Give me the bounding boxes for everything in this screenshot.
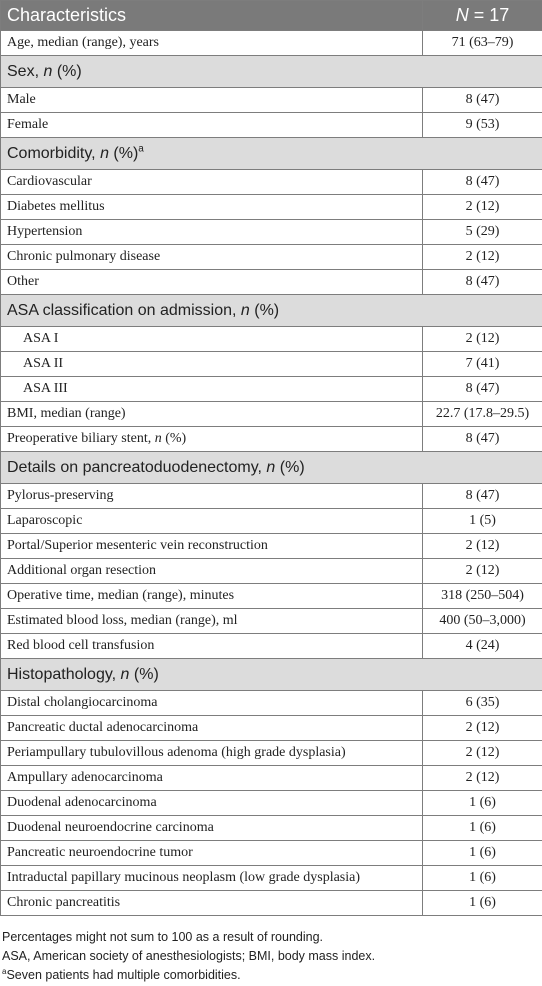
footnote-abbreviations: ASA, American society of anesthesiologists; BMI, body mass index. [2, 949, 376, 963]
footnote-marker: a [138, 143, 144, 155]
table-row [1, 327, 542, 352]
table-row [1, 88, 542, 113]
row-label: BMI, median (range) [1, 402, 423, 427]
section-italic: n [266, 458, 276, 476]
table-row [1, 766, 542, 791]
row-label-italic: n [154, 431, 162, 446]
section-italic: n [100, 144, 109, 162]
section-suffix: (%) [52, 62, 82, 80]
section-italic: n [120, 665, 130, 683]
header-n-italic: N [455, 5, 469, 25]
row-value: 5 (29) [423, 220, 542, 245]
row-label: Other [1, 270, 423, 295]
row-value: 8 (47) [423, 377, 542, 402]
row-label: Chronic pancreatitis [1, 891, 423, 916]
section-row-asa [1, 295, 542, 327]
table-row [1, 741, 542, 766]
table-row [1, 170, 542, 195]
row-label: Periampullary tubulovillous adenoma (high grade dysplasia) [1, 741, 423, 766]
section-italic: n [43, 62, 53, 80]
row-label [1, 427, 423, 452]
footnote-comorbidities [2, 966, 375, 985]
section-label: Details on pancreatoduodenectomy, [7, 458, 267, 476]
row-value: 2 (12) [423, 741, 542, 766]
row-value: 1 (6) [423, 866, 542, 891]
section-row-comorbidity [1, 138, 542, 170]
row-value: 8 (47) [423, 427, 542, 452]
row-value: 400 (50–3,000) [423, 609, 542, 634]
table-row [1, 609, 542, 634]
row-value: 2 (12) [423, 534, 542, 559]
row-value: 7 (41) [423, 352, 542, 377]
table-row [1, 791, 542, 816]
row-label: Duodenal adenocarcinoma [1, 791, 423, 816]
row-label: Male [1, 88, 423, 113]
table-row [1, 634, 542, 659]
row-value: 2 (12) [423, 716, 542, 741]
section-label: ASA classification on admission, [7, 301, 241, 319]
section-label: Comorbidity, [7, 144, 101, 162]
row-label: Estimated blood loss, median (range), ml [1, 609, 423, 634]
row-label: Portal/Superior mesenteric vein reconstruction [1, 534, 423, 559]
table-row [1, 402, 542, 427]
section-label: Histopathology, [7, 665, 121, 683]
row-label: Distal cholangiocarcinoma [1, 691, 423, 716]
header-n-value: = 17 [468, 5, 510, 25]
table-row [1, 691, 542, 716]
row-value: 4 (24) [423, 634, 542, 659]
row-value: 1 (5) [423, 509, 542, 534]
row-label: Laparoscopic [1, 509, 423, 534]
row-label: Hypertension [1, 220, 423, 245]
table-row [1, 427, 542, 452]
row-value: 71 (63–79) [423, 31, 542, 56]
row-label-suffix: (%) [161, 431, 187, 446]
table-row [1, 484, 542, 509]
table-row [1, 716, 542, 741]
footnote-rounding: Percentages might not sum to 100 as a result of rounding. [2, 930, 324, 944]
row-value: 1 (6) [423, 816, 542, 841]
table-row [1, 891, 542, 916]
table-row [1, 584, 542, 609]
section-title [1, 452, 542, 484]
row-label: Intraductal papillary mucinous neoplasm (low grade dysplasia) [1, 866, 423, 891]
row-label-text: Preoperative biliary stent, [7, 431, 155, 446]
section-suffix: (%) [249, 301, 280, 319]
section-suffix: (%) [129, 665, 159, 683]
section-row-sex [1, 56, 542, 88]
row-label: Pylorus-preserving [1, 484, 423, 509]
table-row [1, 245, 542, 270]
footnote-comorbidities-text: Seven patients had multiple comorbidities. [6, 968, 241, 982]
row-value: 8 (47) [423, 170, 542, 195]
row-label: Additional organ resection [1, 559, 423, 584]
table-header-row [1, 1, 542, 31]
row-value: 22.7 (17.8–29.5) [423, 402, 542, 427]
row-value: 9 (53) [423, 113, 542, 138]
row-value: 1 (6) [423, 891, 542, 916]
table-row [1, 534, 542, 559]
row-label: Age, median (range), years [1, 31, 423, 56]
row-label: Pancreatic neuroendocrine tumor [1, 841, 423, 866]
row-value: 318 (250–504) [423, 584, 542, 609]
row-value: 2 (12) [423, 245, 542, 270]
section-title [1, 295, 542, 327]
section-label: Sex, [7, 62, 44, 80]
row-label: Red blood cell transfusion [1, 634, 423, 659]
row-value: 2 (12) [423, 327, 542, 352]
section-row-pancreatoduodenectomy [1, 452, 542, 484]
row-label: Duodenal neuroendocrine carcinoma [1, 816, 423, 841]
row-value: 8 (47) [423, 88, 542, 113]
section-italic: n [240, 301, 250, 319]
table-row [1, 270, 542, 295]
table-row [1, 220, 542, 245]
row-label: Chronic pulmonary disease [1, 245, 423, 270]
table-row [1, 559, 542, 584]
row-value: 2 (12) [423, 559, 542, 584]
row-value: 8 (47) [423, 484, 542, 509]
section-row-histopathology [1, 659, 542, 691]
table-row [1, 113, 542, 138]
row-label: Diabetes mellitus [1, 195, 423, 220]
row-value: 8 (47) [423, 270, 542, 295]
row-value: 6 (35) [423, 691, 542, 716]
row-value: 2 (12) [423, 766, 542, 791]
section-suffix: (%) [108, 144, 139, 162]
table-row [1, 195, 542, 220]
table-row [1, 866, 542, 891]
row-label: Operative time, median (range), minutes [1, 584, 423, 609]
row-value: 1 (6) [423, 841, 542, 866]
table-row [1, 816, 542, 841]
row-label: Female [1, 113, 423, 138]
row-label: Cardiovascular [1, 170, 423, 195]
table-row [1, 31, 542, 56]
table-footnotes [2, 928, 375, 985]
section-title [1, 659, 542, 691]
header-n [423, 1, 542, 31]
row-label: Pancreatic ductal adenocarcinoma [1, 716, 423, 741]
footnote-marker: a [2, 966, 7, 976]
table-row [1, 509, 542, 534]
row-label: ASA II [1, 352, 423, 377]
table-row [1, 377, 542, 402]
row-value: 2 (12) [423, 195, 542, 220]
section-title [1, 56, 542, 88]
header-characteristics: Characteristics [1, 1, 423, 31]
section-title [1, 138, 542, 170]
table-row [1, 841, 542, 866]
row-label: ASA I [1, 327, 423, 352]
table-row [1, 352, 542, 377]
row-label: Ampullary adenocarcinoma [1, 766, 423, 791]
row-label: ASA III [1, 377, 423, 402]
row-value: 1 (6) [423, 791, 542, 816]
section-suffix: (%) [275, 458, 305, 476]
